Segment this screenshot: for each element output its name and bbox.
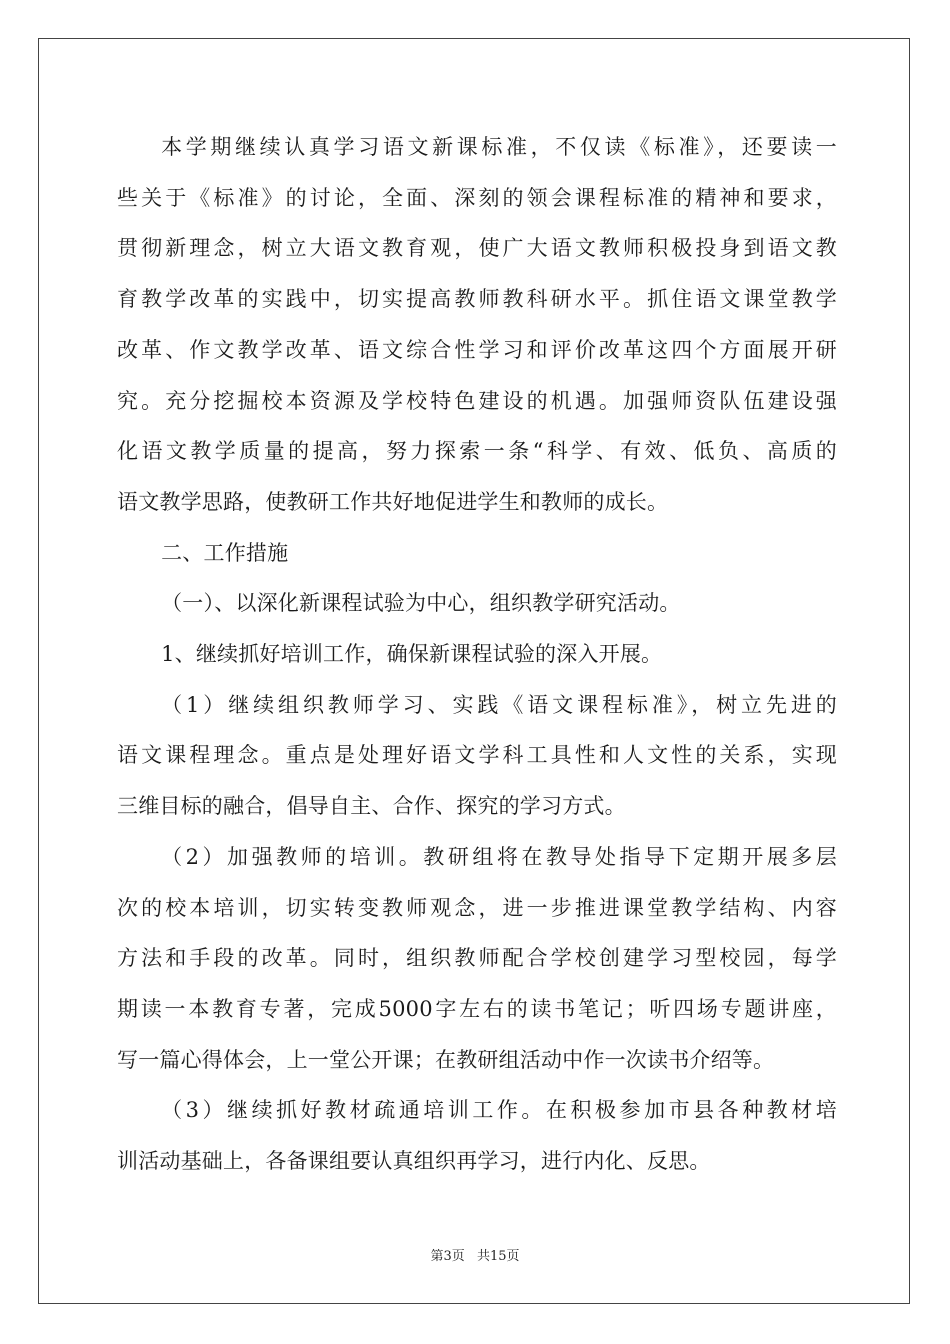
text-line: 1、继续抓好培训工作，确保新课程试验的深入开展。 — [161, 642, 663, 667]
text-line: （一）、以深化新课程试验为中心，组织教学研究活动。 — [161, 591, 681, 616]
text-line: 写一篇心得体会，上一堂公开课；在教研组活动中作一次读书介绍等。 — [117, 1047, 775, 1072]
page-number: 第3页 — [430, 1249, 465, 1264]
text-line: 语文教学思路，使教研工作共好地促进学生和教师的成长。 — [117, 489, 669, 514]
text-line: 究。充分挖掘校本资源及学校特色建设的机遇。加强师资队伍建设强 — [117, 388, 837, 413]
subsection-heading — [117, 578, 837, 629]
text-line: 本学期继续认真学习语文新课标准，不仅读《标准》，还要读一 — [161, 135, 837, 159]
page-total: 共15页 — [476, 1249, 520, 1264]
text-line: 育教学改革的实践中，切实提高教师教科研水平。抓住语文课堂教学 — [117, 287, 837, 312]
section-heading — [117, 528, 837, 579]
paragraph-intro — [117, 122, 837, 528]
item-heading — [117, 629, 837, 680]
document-body — [117, 122, 837, 1187]
text-line: 贯彻新理念，树立大语文教育观，使广大语文教师积极投身到语文教 — [117, 236, 837, 261]
text-line: 训活动基础上，各备课组要认真组织再学习，进行内化、反思。 — [117, 1149, 711, 1174]
text-line: （2）加强教师的培训。教研组将在教导处指导下定期开展多层 — [161, 844, 837, 869]
text-line: 些关于《标准》的讨论，全面、深刻的领会课程标准的精神和要求， — [117, 185, 837, 210]
text-line: 次的校本培训，切实转变教师观念，进一步推进课堂教学结构、内容 — [117, 895, 837, 920]
text-line: 改革、作文教学改革、语文综合性学习和评价改革这四个方面展开研 — [117, 337, 837, 362]
text-line: 方法和手段的改革。同时，组织教师配合学校创建学习型校园，每学 — [117, 946, 837, 971]
text-line: 语文课程理念。重点是处理好语文学科工具性和人文性的关系，实现 — [117, 743, 837, 768]
page-footer — [0, 1245, 950, 1264]
text-line: 化语文教学质量的提高，努力探索一条“科学、有效、低负、高质的 — [117, 439, 837, 464]
text-line: （3）继续抓好教材疏通培训工作。在积极参加市县各种教材培 — [161, 1098, 837, 1123]
text-line: （1）继续组织教师学习、实践《语文课程标准》，树立先进的 — [161, 692, 837, 717]
paragraph-item-3 — [117, 1085, 837, 1186]
text-line: 三维目标的融合，倡导自主、合作、探究的学习方式。 — [117, 794, 626, 819]
text-line: 二、工作措施 — [161, 540, 289, 565]
paragraph-item-1 — [117, 680, 837, 832]
text-line: 期读一本教育专著，完成5000字左右的读书笔记；听四场专题讲座， — [117, 996, 837, 1021]
paragraph-item-2 — [117, 832, 837, 1086]
